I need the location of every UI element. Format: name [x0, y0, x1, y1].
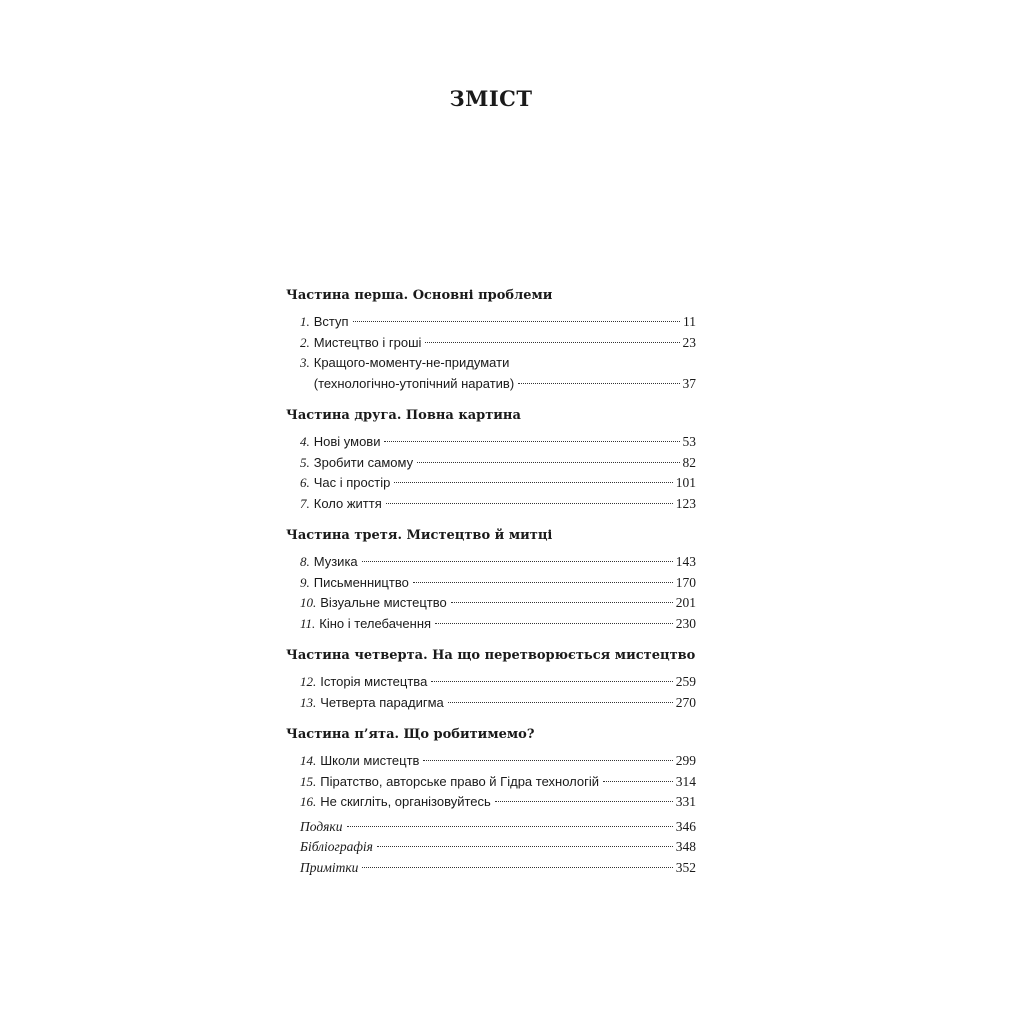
chapter-number: 5.	[300, 454, 310, 470]
chapter-title: Школи мистецтв	[320, 753, 420, 768]
page-number: 259	[675, 674, 696, 689]
dot-leader	[386, 503, 673, 504]
back-matter-title: Бібліографія	[300, 839, 373, 854]
dot-leader	[347, 826, 673, 827]
chapter-number: 7.	[300, 495, 310, 511]
chapter-number: 13.	[300, 694, 317, 710]
chapter-number: 14.	[300, 753, 317, 768]
chapter-number: 9.	[300, 574, 310, 590]
dot-leader	[518, 383, 679, 384]
page-number: 346	[675, 818, 696, 834]
chapter-title: Вступ	[313, 314, 349, 329]
dot-leader	[451, 602, 673, 603]
chapter-number: 8.	[300, 554, 310, 569]
chapter-number: 6.	[300, 475, 310, 490]
chapter-title: Історія мистецтва	[320, 674, 428, 689]
chapter-title: Візуальне мистецтво	[320, 595, 447, 610]
chapter-title: Не скигліть, організовуйтесь	[320, 794, 491, 809]
toc-entry[interactable]	[300, 473, 696, 494]
toc-entry[interactable]	[300, 494, 696, 515]
page-number: 201	[675, 595, 696, 610]
toc-part-2	[286, 406, 696, 514]
toc-entry[interactable]	[300, 751, 696, 772]
dot-leader	[435, 623, 673, 624]
page-number: 170	[675, 574, 696, 590]
page-number: 143	[675, 554, 696, 569]
table-of-contents	[286, 286, 696, 890]
chapter-title: Кращого-моменту-не-придумати	[313, 355, 510, 370]
toc-part-5	[286, 725, 696, 878]
dot-leader	[377, 846, 673, 847]
page-number: 314	[675, 773, 696, 789]
chapter-title: Коло життя	[313, 495, 382, 511]
dot-leader	[394, 482, 672, 483]
page-number: 82	[682, 454, 696, 470]
toc-entry[interactable]	[300, 312, 696, 333]
toc-part-1	[286, 286, 696, 394]
page-number: 101	[675, 475, 696, 490]
page-number: 230	[675, 615, 696, 631]
toc-entry-acknowledgements[interactable]	[300, 817, 696, 838]
chapter-number: 11.	[300, 615, 316, 631]
dot-leader	[495, 801, 673, 802]
toc-entry[interactable]	[300, 772, 696, 793]
chapter-title: Письменництво	[313, 574, 409, 590]
part-title: Частина четверта. На що перетворюється мистецтво	[286, 648, 696, 663]
page-number: 348	[675, 839, 696, 854]
chapter-number: 2.	[300, 334, 310, 350]
chapter-number: 15.	[300, 773, 317, 789]
chapter-title: Кіно і телебачення	[319, 615, 432, 631]
page-title: ЗМІСТ	[449, 86, 533, 111]
chapter-number: 16.	[300, 794, 317, 809]
chapter-title: Четверта парадигма	[320, 694, 444, 710]
dot-leader	[603, 781, 673, 782]
chapter-title: Зробити самому	[313, 454, 414, 470]
dot-leader	[425, 342, 679, 343]
dot-leader	[362, 867, 672, 868]
back-matter	[300, 817, 696, 879]
page-number: 123	[675, 495, 696, 511]
dot-leader	[431, 681, 672, 682]
chapter-subtitle: (технологічно-утопічний наратив)	[313, 375, 515, 391]
toc-entry[interactable]	[300, 614, 696, 635]
page-number: 11	[683, 314, 696, 329]
part-title: Частина третя. Мистецтво й митці	[286, 528, 553, 543]
page-number: 23	[682, 334, 696, 350]
chapter-title: Час і простір	[313, 475, 391, 490]
toc-entry[interactable]	[300, 693, 696, 714]
toc-entry[interactable]	[300, 353, 696, 394]
toc-entry[interactable]	[300, 672, 696, 693]
part-title: Частина перша. Основні проблеми	[286, 288, 553, 303]
chapter-number: 10.	[300, 595, 317, 610]
toc-entry-bibliography[interactable]	[300, 837, 696, 858]
page-number: 37	[682, 375, 696, 391]
dot-leader	[448, 702, 673, 703]
chapter-number: 3.	[300, 355, 310, 370]
toc-entry[interactable]	[300, 792, 696, 813]
back-matter-title: Примітки	[300, 859, 359, 875]
toc-part-3	[286, 526, 696, 634]
chapter-title: Піратство, авторське право й Гідра технологій	[320, 773, 599, 789]
chapter-number: 12.	[300, 674, 317, 689]
chapter-title: Нові умови	[313, 434, 381, 449]
page-number: 352	[675, 859, 696, 875]
back-matter-title: Подяки	[300, 818, 343, 834]
dot-leader	[417, 462, 679, 463]
dot-leader	[423, 760, 672, 761]
chapter-title: Музика	[313, 554, 358, 569]
toc-entry-notes[interactable]	[300, 858, 696, 879]
page-number: 270	[675, 694, 696, 710]
page-number: 53	[682, 434, 696, 449]
page-number: 299	[675, 753, 696, 768]
dot-leader	[362, 561, 673, 562]
toc-part-4	[286, 646, 696, 713]
toc-entry[interactable]	[300, 333, 696, 354]
part-title: Частина п’ята. Що робитимемо?	[286, 727, 535, 742]
toc-entry[interactable]	[300, 432, 696, 453]
toc-entry[interactable]	[300, 593, 696, 614]
toc-entry[interactable]	[300, 453, 696, 474]
chapter-number: 1.	[300, 314, 310, 329]
page-number: 331	[675, 794, 696, 809]
dot-leader	[413, 582, 673, 583]
chapter-number: 4.	[300, 434, 310, 449]
toc-entry[interactable]	[300, 552, 696, 573]
toc-entry[interactable]	[300, 573, 696, 594]
chapter-title: Мистецтво і гроші	[313, 334, 422, 350]
dot-leader	[353, 321, 680, 322]
dot-leader	[384, 441, 679, 442]
part-title: Частина друга. Повна картина	[286, 408, 521, 423]
